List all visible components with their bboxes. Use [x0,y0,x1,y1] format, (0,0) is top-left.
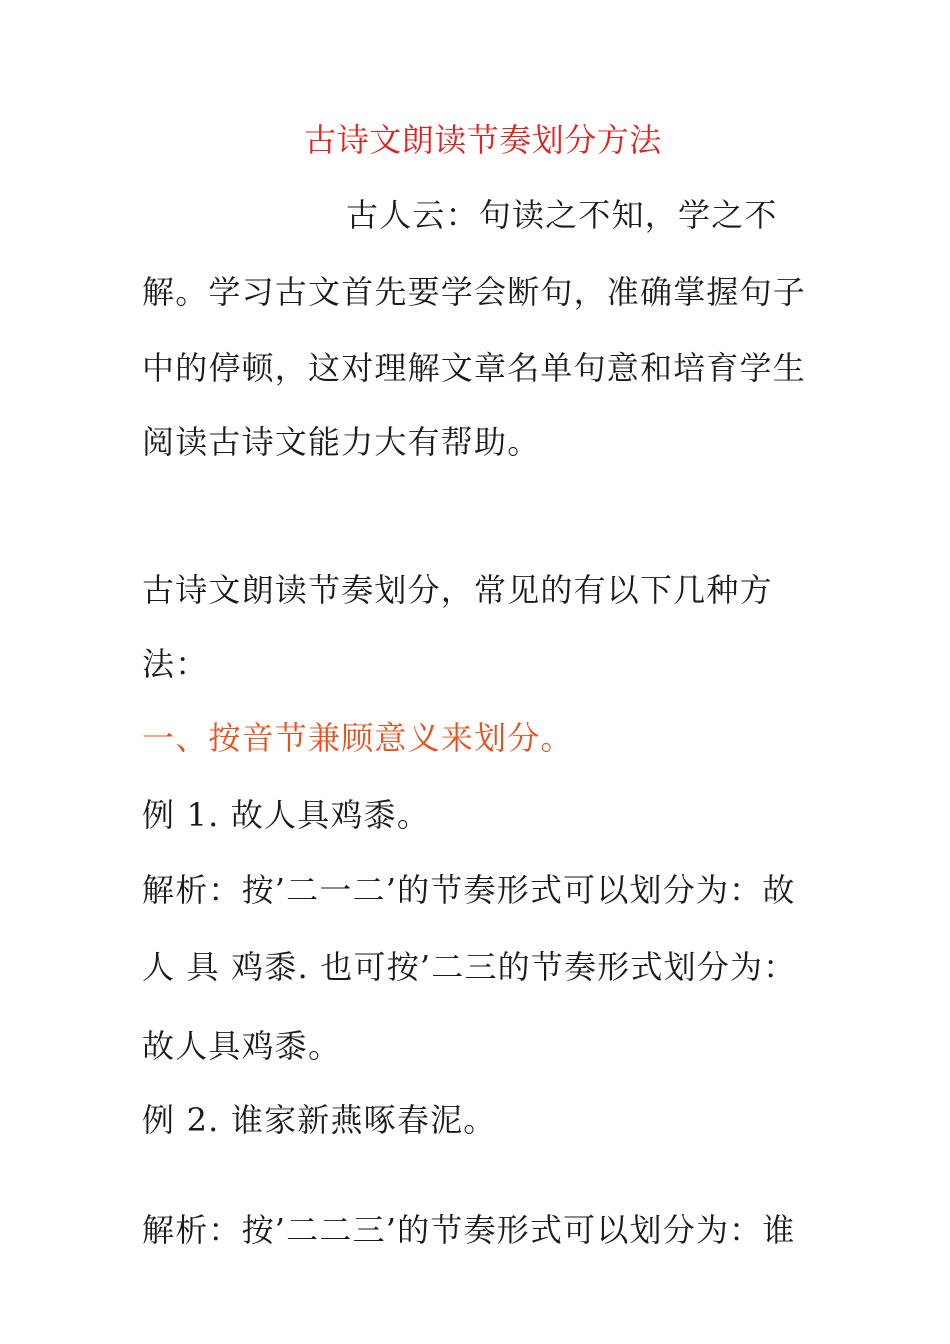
methods-line-1: 古诗文朗读节奏划分，常见的有以下几种方 [142,571,773,609]
document-title: 古诗文朗读节奏划分方法 [304,121,662,159]
intro-line-4: 阅读古诗文能力大有帮助。 [142,423,541,461]
intro-line-3: 中的停顿，这对理解文章名单句意和培育学生 [142,349,807,387]
methods-line-2: 法： [142,645,209,683]
intro-line-2: 解。学习古文首先要学会断句，准确掌握句子 [142,273,807,311]
section-heading-1: 一、按音节兼顾意义来划分。 [142,719,574,757]
analysis-2-line-1: 解析：按’二二三’的节奏形式可以划分为：谁 [142,1211,796,1249]
intro-line-1: 古人云：句读之不知，学之不 [346,196,778,234]
example-2: 例 2. 谁家新燕啄春泥。 [142,1101,497,1139]
analysis-1-line-1: 解析：按’二一二’的节奏形式可以划分为：故 [142,871,796,909]
analysis-1-line-3: 故人具鸡黍。 [142,1027,342,1065]
analysis-1-line-2: 人 具 鸡黍. 也可按’二三的节奏形式划分为： [142,948,797,986]
example-1: 例 1. 故人具鸡黍。 [142,796,431,834]
